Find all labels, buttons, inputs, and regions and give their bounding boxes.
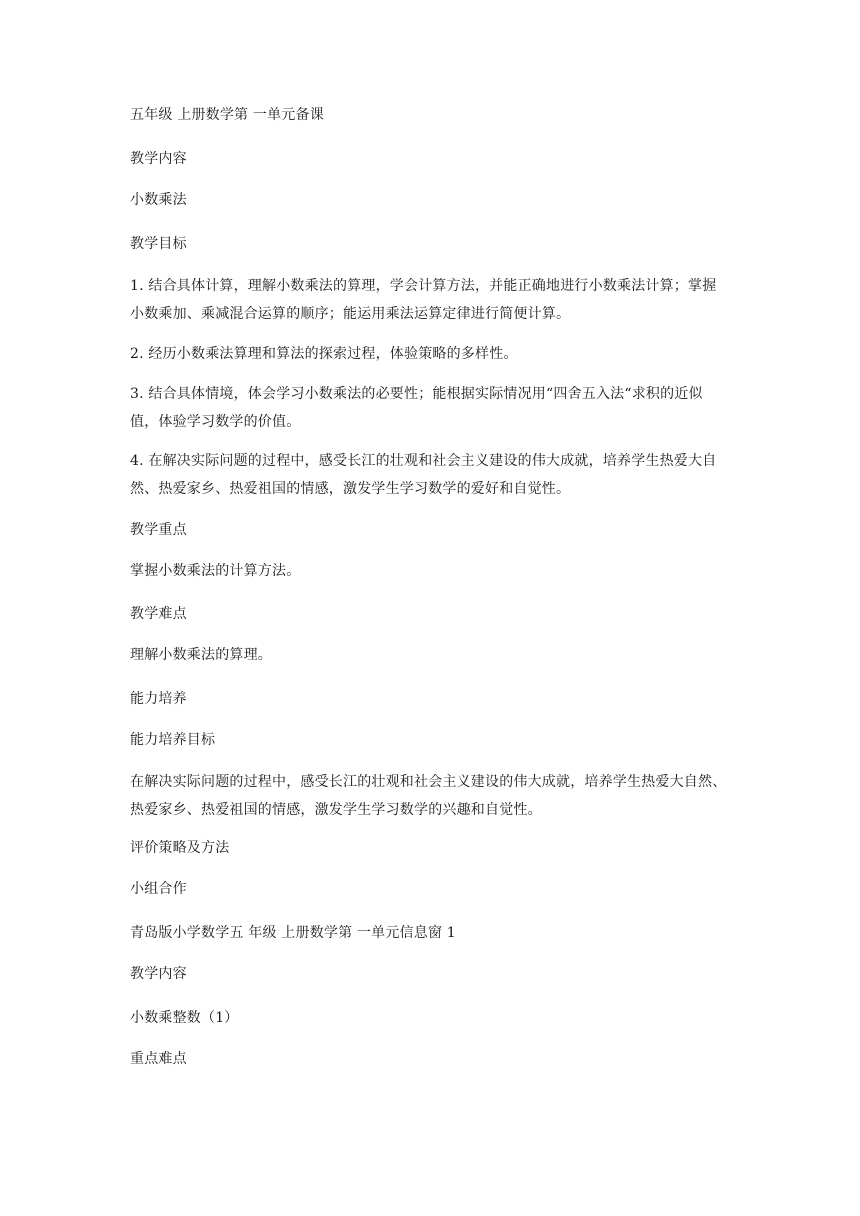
section-heading: 教学内容 <box>130 151 187 167</box>
section-heading: 能力培养 <box>130 691 187 707</box>
document-title: 五年级 上册数学第 一单元备课 <box>130 107 324 123</box>
document-page <box>130 0 730 1216</box>
paragraph: 3. 结合具体情境，体会学习小数乘法的必要性；能根据实际情况用“四舍五入法“求积的近似值，体验学习数学的价值。 <box>130 386 703 430</box>
paragraph: 4. 在解决实际问题的过程中，感受长江的壮观和社会主义建设的伟大成就，培养学生热爱大自然、热爱家乡、热爱祖国的情感，激发学生学习数学的爱好和自觉性。 <box>130 453 717 497</box>
paragraph: 小数乘整数（1） <box>130 1010 239 1026</box>
paragraph: 理解小数乘法的算理。 <box>130 647 272 663</box>
paragraph: 2. 经历小数乘法算理和算法的探索过程，体验策略的多样性。 <box>130 346 518 362</box>
section-heading: 评价策略及方法 <box>130 840 230 856</box>
section-heading: 重点难点 <box>130 1051 187 1067</box>
paragraph: 小组合作 <box>130 881 187 897</box>
section-heading: 教学目标 <box>130 236 187 252</box>
section-heading: 教学内容 <box>130 966 187 982</box>
section-heading: 能力培养目标 <box>130 732 216 748</box>
paragraph: 小数乘法 <box>130 192 187 208</box>
section-heading: 教学难点 <box>130 606 187 622</box>
paragraph: 掌握小数乘法的计算方法。 <box>130 563 301 579</box>
document-subtitle: 青岛版小学数学五 年级 上册数学第 一单元信息窗 1 <box>130 925 456 941</box>
section-heading: 教学重点 <box>130 522 187 538</box>
paragraph: 1. 结合具体计算，理解小数乘法的算理，学会计算方法，并能正确地进行小数乘法计算；掌握小数乘加、乘减混合运算的顺序；能运用乘法运算定律进行简便计算。 <box>130 278 717 322</box>
paragraph: 在解决实际问题的过程中，感受长江的壮观和社会主义建设的伟大成就，培养学生热爱大自然、热爱家乡、热爱祖国的情感，激发学生学习数学的兴趣和自觉性。 <box>130 774 727 818</box>
